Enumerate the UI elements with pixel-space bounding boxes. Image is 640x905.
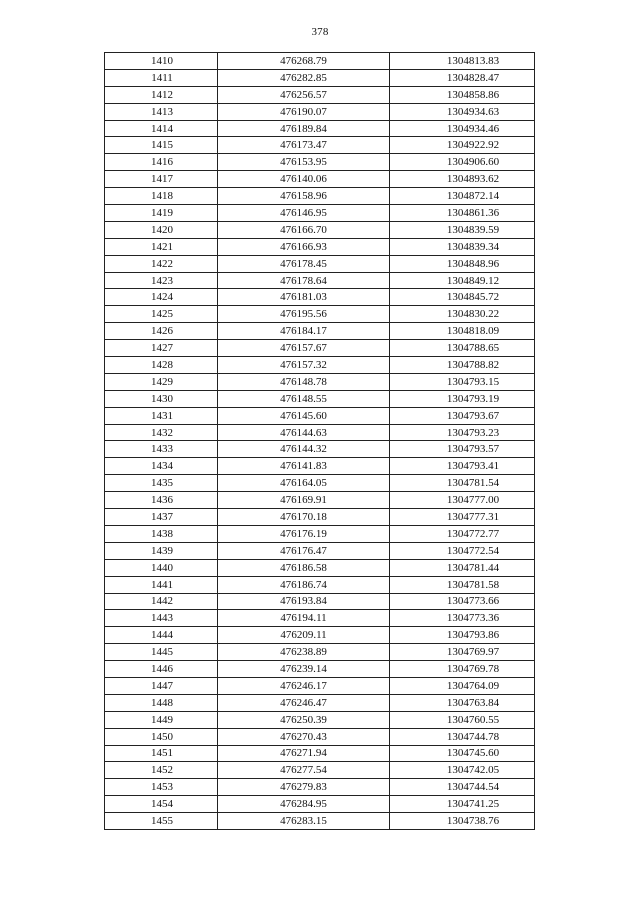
point-number-cell: 1413	[105, 103, 218, 120]
point-number-cell: 1450	[105, 728, 218, 745]
x-coordinate-cell: 476146.95	[218, 205, 390, 222]
y-coordinate-cell: 1304738.76	[390, 813, 535, 830]
point-number-cell: 1433	[105, 441, 218, 458]
table-row	[105, 441, 535, 458]
table-row	[105, 171, 535, 188]
y-coordinate-cell: 1304893.62	[390, 171, 535, 188]
table-row	[105, 120, 535, 137]
table-row	[105, 762, 535, 779]
x-coordinate-cell: 476246.17	[218, 677, 390, 694]
x-coordinate-cell: 476157.67	[218, 340, 390, 357]
x-coordinate-cell: 476190.07	[218, 103, 390, 120]
y-coordinate-cell: 1304788.82	[390, 357, 535, 374]
x-coordinate-cell: 476271.94	[218, 745, 390, 762]
x-coordinate-cell: 476284.95	[218, 796, 390, 813]
x-coordinate-cell: 476169.91	[218, 492, 390, 509]
point-number-cell: 1429	[105, 373, 218, 390]
y-coordinate-cell: 1304773.66	[390, 593, 535, 610]
y-coordinate-cell: 1304745.60	[390, 745, 535, 762]
table-row	[105, 53, 535, 70]
x-coordinate-cell: 476270.43	[218, 728, 390, 745]
y-coordinate-cell: 1304781.58	[390, 576, 535, 593]
point-number-cell: 1411	[105, 69, 218, 86]
table-row	[105, 205, 535, 222]
y-coordinate-cell: 1304793.15	[390, 373, 535, 390]
point-number-cell: 1421	[105, 238, 218, 255]
x-coordinate-cell: 476184.17	[218, 323, 390, 340]
x-coordinate-cell: 476268.79	[218, 53, 390, 70]
table-row	[105, 677, 535, 694]
table-row	[105, 610, 535, 627]
table-row	[105, 728, 535, 745]
y-coordinate-cell: 1304934.63	[390, 103, 535, 120]
table-row	[105, 289, 535, 306]
table-row	[105, 492, 535, 509]
x-coordinate-cell: 476283.15	[218, 813, 390, 830]
point-number-cell: 1424	[105, 289, 218, 306]
y-coordinate-cell: 1304742.05	[390, 762, 535, 779]
point-number-cell: 1440	[105, 559, 218, 576]
point-number-cell: 1437	[105, 509, 218, 526]
y-coordinate-cell: 1304848.96	[390, 255, 535, 272]
y-coordinate-cell: 1304744.54	[390, 779, 535, 796]
y-coordinate-cell: 1304793.19	[390, 390, 535, 407]
y-coordinate-cell: 1304781.54	[390, 475, 535, 492]
table-row	[105, 813, 535, 830]
y-coordinate-cell: 1304793.67	[390, 407, 535, 424]
table-row	[105, 357, 535, 374]
table-row	[105, 475, 535, 492]
table-row	[105, 779, 535, 796]
table-row	[105, 745, 535, 762]
table-row	[105, 525, 535, 542]
point-number-cell: 1453	[105, 779, 218, 796]
table-row	[105, 407, 535, 424]
x-coordinate-cell: 476153.95	[218, 154, 390, 171]
table-row	[105, 559, 535, 576]
x-coordinate-cell: 476279.83	[218, 779, 390, 796]
x-coordinate-cell: 476166.93	[218, 238, 390, 255]
y-coordinate-cell: 1304741.25	[390, 796, 535, 813]
point-number-cell: 1441	[105, 576, 218, 593]
table-row	[105, 86, 535, 103]
point-number-cell: 1415	[105, 137, 218, 154]
table-row	[105, 424, 535, 441]
point-number-cell: 1454	[105, 796, 218, 813]
table-row	[105, 238, 535, 255]
x-coordinate-cell: 476246.47	[218, 694, 390, 711]
x-coordinate-cell: 476148.55	[218, 390, 390, 407]
x-coordinate-cell: 476176.19	[218, 525, 390, 542]
x-coordinate-cell: 476194.11	[218, 610, 390, 627]
y-coordinate-cell: 1304849.12	[390, 272, 535, 289]
y-coordinate-cell: 1304830.22	[390, 306, 535, 323]
table-body	[105, 53, 535, 830]
point-number-cell: 1448	[105, 694, 218, 711]
x-coordinate-cell: 476186.74	[218, 576, 390, 593]
point-number-cell: 1431	[105, 407, 218, 424]
table-row	[105, 796, 535, 813]
y-coordinate-cell: 1304763.84	[390, 694, 535, 711]
point-number-cell: 1442	[105, 593, 218, 610]
point-number-cell: 1426	[105, 323, 218, 340]
y-coordinate-cell: 1304858.86	[390, 86, 535, 103]
table-row	[105, 373, 535, 390]
x-coordinate-cell: 476157.32	[218, 357, 390, 374]
point-number-cell: 1436	[105, 492, 218, 509]
point-number-cell: 1412	[105, 86, 218, 103]
x-coordinate-cell: 476173.47	[218, 137, 390, 154]
point-number-cell: 1423	[105, 272, 218, 289]
point-number-cell: 1443	[105, 610, 218, 627]
point-number-cell: 1451	[105, 745, 218, 762]
x-coordinate-cell: 476189.84	[218, 120, 390, 137]
x-coordinate-cell: 476238.89	[218, 644, 390, 661]
point-number-cell: 1418	[105, 188, 218, 205]
table-row	[105, 221, 535, 238]
table-row	[105, 188, 535, 205]
y-coordinate-cell: 1304872.14	[390, 188, 535, 205]
table-row	[105, 255, 535, 272]
y-coordinate-cell: 1304793.86	[390, 627, 535, 644]
point-number-cell: 1452	[105, 762, 218, 779]
point-number-cell: 1438	[105, 525, 218, 542]
table-row	[105, 627, 535, 644]
x-coordinate-cell: 476170.18	[218, 509, 390, 526]
point-number-cell: 1447	[105, 677, 218, 694]
y-coordinate-cell: 1304760.55	[390, 711, 535, 728]
table-row	[105, 272, 535, 289]
y-coordinate-cell: 1304764.09	[390, 677, 535, 694]
x-coordinate-cell: 476178.64	[218, 272, 390, 289]
x-coordinate-cell: 476176.47	[218, 542, 390, 559]
table-row	[105, 103, 535, 120]
x-coordinate-cell: 476148.78	[218, 373, 390, 390]
point-number-cell: 1435	[105, 475, 218, 492]
x-coordinate-cell: 476140.06	[218, 171, 390, 188]
y-coordinate-cell: 1304793.41	[390, 458, 535, 475]
point-number-cell: 1416	[105, 154, 218, 171]
y-coordinate-cell: 1304922.92	[390, 137, 535, 154]
y-coordinate-cell: 1304839.59	[390, 221, 535, 238]
table-row	[105, 542, 535, 559]
table-row	[105, 306, 535, 323]
x-coordinate-cell: 476181.03	[218, 289, 390, 306]
table-row	[105, 711, 535, 728]
y-coordinate-cell: 1304839.34	[390, 238, 535, 255]
table-row	[105, 593, 535, 610]
table-row	[105, 137, 535, 154]
y-coordinate-cell: 1304777.00	[390, 492, 535, 509]
y-coordinate-cell: 1304788.65	[390, 340, 535, 357]
y-coordinate-cell: 1304793.23	[390, 424, 535, 441]
x-coordinate-cell: 476178.45	[218, 255, 390, 272]
y-coordinate-cell: 1304818.09	[390, 323, 535, 340]
x-coordinate-cell: 476209.11	[218, 627, 390, 644]
y-coordinate-cell: 1304793.57	[390, 441, 535, 458]
x-coordinate-cell: 476158.96	[218, 188, 390, 205]
x-coordinate-cell: 476144.63	[218, 424, 390, 441]
point-number-cell: 1420	[105, 221, 218, 238]
y-coordinate-cell: 1304828.47	[390, 69, 535, 86]
point-number-cell: 1445	[105, 644, 218, 661]
page-number: 378	[311, 26, 329, 38]
x-coordinate-cell: 476239.14	[218, 661, 390, 678]
x-coordinate-cell: 476277.54	[218, 762, 390, 779]
y-coordinate-cell: 1304777.31	[390, 509, 535, 526]
point-number-cell: 1439	[105, 542, 218, 559]
point-number-cell: 1422	[105, 255, 218, 272]
table-row	[105, 390, 535, 407]
table-row	[105, 340, 535, 357]
y-coordinate-cell: 1304772.54	[390, 542, 535, 559]
x-coordinate-cell: 476166.70	[218, 221, 390, 238]
point-number-cell: 1446	[105, 661, 218, 678]
y-coordinate-cell: 1304934.46	[390, 120, 535, 137]
point-number-cell: 1432	[105, 424, 218, 441]
x-coordinate-cell: 476186.58	[218, 559, 390, 576]
x-coordinate-cell: 476193.84	[218, 593, 390, 610]
x-coordinate-cell: 476195.56	[218, 306, 390, 323]
x-coordinate-cell: 476250.39	[218, 711, 390, 728]
table-row	[105, 576, 535, 593]
point-number-cell: 1449	[105, 711, 218, 728]
y-coordinate-cell: 1304845.72	[390, 289, 535, 306]
table-row	[105, 661, 535, 678]
point-number-cell: 1430	[105, 390, 218, 407]
x-coordinate-cell: 476144.32	[218, 441, 390, 458]
x-coordinate-cell: 476282.85	[218, 69, 390, 86]
y-coordinate-cell: 1304861.36	[390, 205, 535, 222]
table-row	[105, 694, 535, 711]
y-coordinate-cell: 1304813.83	[390, 53, 535, 70]
point-number-cell: 1417	[105, 171, 218, 188]
point-number-cell: 1414	[105, 120, 218, 137]
y-coordinate-cell: 1304781.44	[390, 559, 535, 576]
x-coordinate-cell: 476256.57	[218, 86, 390, 103]
point-number-cell: 1455	[105, 813, 218, 830]
point-number-cell: 1444	[105, 627, 218, 644]
x-coordinate-cell: 476164.05	[218, 475, 390, 492]
point-number-cell: 1410	[105, 53, 218, 70]
y-coordinate-cell: 1304772.77	[390, 525, 535, 542]
y-coordinate-cell: 1304773.36	[390, 610, 535, 627]
point-number-cell: 1419	[105, 205, 218, 222]
point-number-cell: 1434	[105, 458, 218, 475]
x-coordinate-cell: 476141.83	[218, 458, 390, 475]
point-number-cell: 1427	[105, 340, 218, 357]
table-row	[105, 509, 535, 526]
y-coordinate-cell: 1304906.60	[390, 154, 535, 171]
coordinates-table	[104, 52, 535, 830]
table-row	[105, 323, 535, 340]
table-row	[105, 644, 535, 661]
x-coordinate-cell: 476145.60	[218, 407, 390, 424]
table-row	[105, 154, 535, 171]
y-coordinate-cell: 1304769.78	[390, 661, 535, 678]
table-row	[105, 69, 535, 86]
y-coordinate-cell: 1304744.78	[390, 728, 535, 745]
table-row	[105, 458, 535, 475]
y-coordinate-cell: 1304769.97	[390, 644, 535, 661]
point-number-cell: 1425	[105, 306, 218, 323]
point-number-cell: 1428	[105, 357, 218, 374]
